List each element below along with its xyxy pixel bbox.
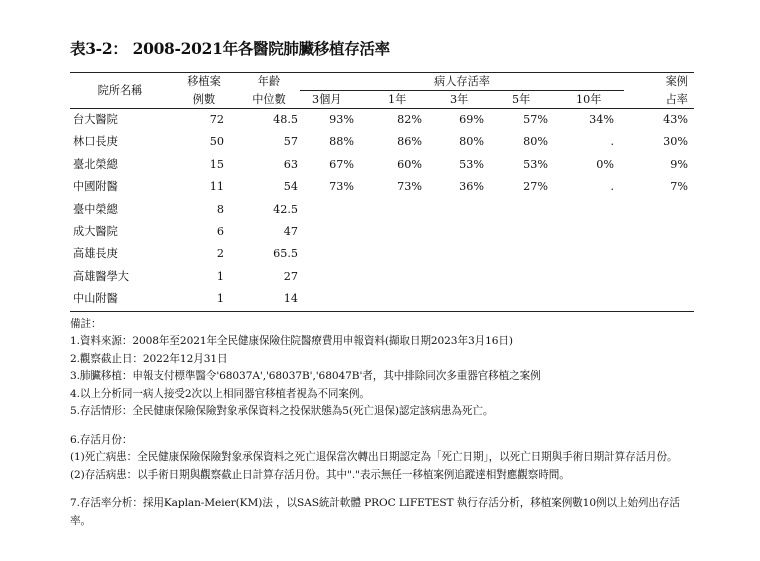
cell-share (624, 288, 694, 311)
cell-10-years: . (610, 135, 614, 149)
cell-share (624, 266, 694, 288)
cell-hospital: 成大醫院 (73, 225, 118, 239)
cell-cases: 1 (216, 269, 224, 283)
cell-10-years: . (610, 180, 614, 194)
note-2: 2.觀察截止日：2022年12月31日 (70, 352, 228, 365)
header-cases-line2: 例數 (192, 92, 216, 106)
cell-hospital: 台大醫院 (73, 113, 118, 126)
cell-1-year (368, 288, 434, 311)
cell-age: 63 (283, 157, 298, 171)
table-row (70, 288, 694, 311)
cell-share (624, 243, 694, 265)
header-1-year: 1年 (388, 93, 407, 106)
cell-3-years (434, 199, 498, 221)
cell-10-years (560, 221, 624, 243)
table-row (70, 266, 694, 288)
cell-5-years: 80% (523, 135, 548, 149)
cell-3-months (300, 221, 368, 243)
cell-5-years: 57% (523, 113, 548, 126)
cell-hospital: 中國附醫 (73, 180, 118, 194)
cell-cases: 15 (209, 157, 224, 171)
cell-3-months: 67% (329, 157, 354, 171)
cell-10-years (560, 288, 624, 311)
cell-3-years: 80% (459, 135, 484, 149)
cell-3-months (300, 266, 368, 288)
cell-hospital: 臺北榮總 (73, 157, 118, 171)
cell-age: 27 (283, 269, 298, 283)
notes-heading: 備註： (70, 317, 102, 330)
table-row (70, 109, 694, 132)
cell-age: 14 (283, 292, 298, 306)
note-4: 4.以上分析同一病人接受2次以上相同器官移植者視為不同案例。 (70, 387, 370, 400)
cell-3-years (434, 266, 498, 288)
cell-cases: 6 (216, 225, 224, 239)
cell-age: 54 (283, 180, 298, 194)
note-1: 1.資料來源：2008年至2021年全民健康保險住院醫療費用申報資料(擷取日期2023年3月16日) (70, 335, 513, 348)
cell-hospital: 高雄長庚 (73, 247, 118, 261)
header-3-years: 3年 (450, 93, 469, 106)
note-6a: (1)死亡病患：全民健康保險保險對象承保資料之死亡退保當次轉出日期認定為「死亡日期」，以死亡日期與手術日期計算存活月份。 (70, 451, 678, 464)
table-body (70, 109, 694, 312)
cell-3-months (300, 199, 368, 221)
table-title: 表3-2： 2008-2021年各醫院肺臟移植存活率 (70, 39, 390, 58)
header-share-line1: 案例 (665, 75, 688, 89)
table-row (70, 221, 694, 243)
cell-share: 30% (663, 135, 688, 149)
cell-1-year (368, 199, 434, 221)
cell-3-months: 88% (329, 135, 354, 149)
notes-section (70, 316, 694, 531)
cell-hospital: 臺中榮總 (73, 202, 118, 216)
cell-3-years (434, 221, 498, 243)
header-row-1 (70, 73, 694, 91)
header-3-months: 3個月 (312, 93, 342, 106)
cell-share: 7% (670, 180, 688, 194)
note-6: 6.存活月份： (70, 433, 133, 446)
table-row (70, 243, 694, 265)
cell-10-years: 0% (596, 157, 614, 171)
cell-age: 47 (283, 225, 298, 239)
document-page (70, 38, 694, 530)
cell-share (624, 199, 694, 221)
cell-5-years (498, 243, 560, 265)
cell-1-year: 60% (397, 157, 422, 171)
cell-cases: 72 (209, 113, 224, 126)
header-10-years: 10年 (576, 93, 602, 106)
cell-hospital: 高雄醫學大 (73, 269, 129, 283)
cell-5-years (498, 266, 560, 288)
cell-1-year (368, 243, 434, 265)
cell-1-year: 73% (397, 180, 422, 194)
cell-5-years (498, 221, 560, 243)
note-5: 5.存活情形：全民健康保險保險對象承保資料之投保狀態為5(死亡退保)認定該病患為死亡。 (70, 405, 494, 418)
cell-age: 65.5 (273, 247, 298, 261)
cell-10-years (560, 266, 624, 288)
cell-1-year (368, 266, 434, 288)
table-row (70, 154, 694, 176)
cell-cases: 50 (209, 135, 224, 149)
cell-hospital: 中山附醫 (73, 292, 118, 306)
cell-3-months (300, 243, 368, 265)
cell-3-years (434, 243, 498, 265)
cell-3-years: 69% (459, 113, 484, 126)
cell-5-years: 53% (523, 157, 548, 171)
cell-age: 48.5 (273, 113, 298, 126)
cell-10-years (560, 199, 624, 221)
header-5-years: 5年 (512, 93, 531, 106)
cell-cases: 1 (216, 292, 224, 306)
cell-5-years: 27% (523, 180, 548, 194)
header-share-line2: 占率 (665, 92, 688, 106)
table-row (70, 199, 694, 221)
header-age-line2: 中位數 (252, 92, 286, 106)
header-survival-group: 病人存活率 (300, 73, 624, 91)
cell-hospital: 林口長庚 (73, 135, 118, 149)
note-6b: (2)存活病患：以手術日期與觀察截止日計算存活月份。其中"."表示無任一移植案例追蹤達相對應觀察時間。 (70, 468, 570, 481)
cell-3-months (300, 288, 368, 311)
cell-share: 9% (670, 157, 688, 171)
header-age-line1: 年齡 (257, 75, 281, 89)
cell-share: 43% (663, 113, 688, 126)
note-3: 3.肺臟移植：申報支付標準醫令'68037A','68037B','68047B'者，其中排除同次多重器官移植之案例 (70, 370, 541, 383)
cell-age: 42.5 (273, 202, 298, 216)
cell-3-years: 53% (459, 157, 484, 171)
cell-cases: 2 (216, 247, 224, 261)
cell-3-months: 73% (329, 180, 354, 194)
survival-table (70, 72, 694, 312)
header-hospital: 院所名稱 (70, 73, 170, 109)
cell-10-years (560, 243, 624, 265)
cell-3-years (434, 288, 498, 311)
header-cases-line1: 移植案 (187, 75, 221, 89)
cell-5-years (498, 288, 560, 311)
cell-1-year: 82% (397, 113, 422, 126)
cell-cases: 11 (209, 180, 224, 194)
cell-age: 57 (283, 135, 298, 149)
note-7: 7.存活率分析：採用Kaplan-Meier(KM)法 ，以SAS統計軟體 PROC LIFETEST 執行存活分析，移植案例數10例以上始列出存活率。 (70, 497, 680, 527)
table-row (70, 131, 694, 153)
cell-cases: 8 (216, 202, 224, 216)
cell-1-year (368, 221, 434, 243)
cell-3-years: 36% (459, 180, 484, 194)
cell-share (624, 221, 694, 243)
cell-1-year: 86% (397, 135, 422, 149)
cell-3-months: 93% (329, 113, 354, 126)
table-row (70, 176, 694, 198)
cell-10-years: 34% (589, 113, 614, 126)
cell-5-years (498, 199, 560, 221)
